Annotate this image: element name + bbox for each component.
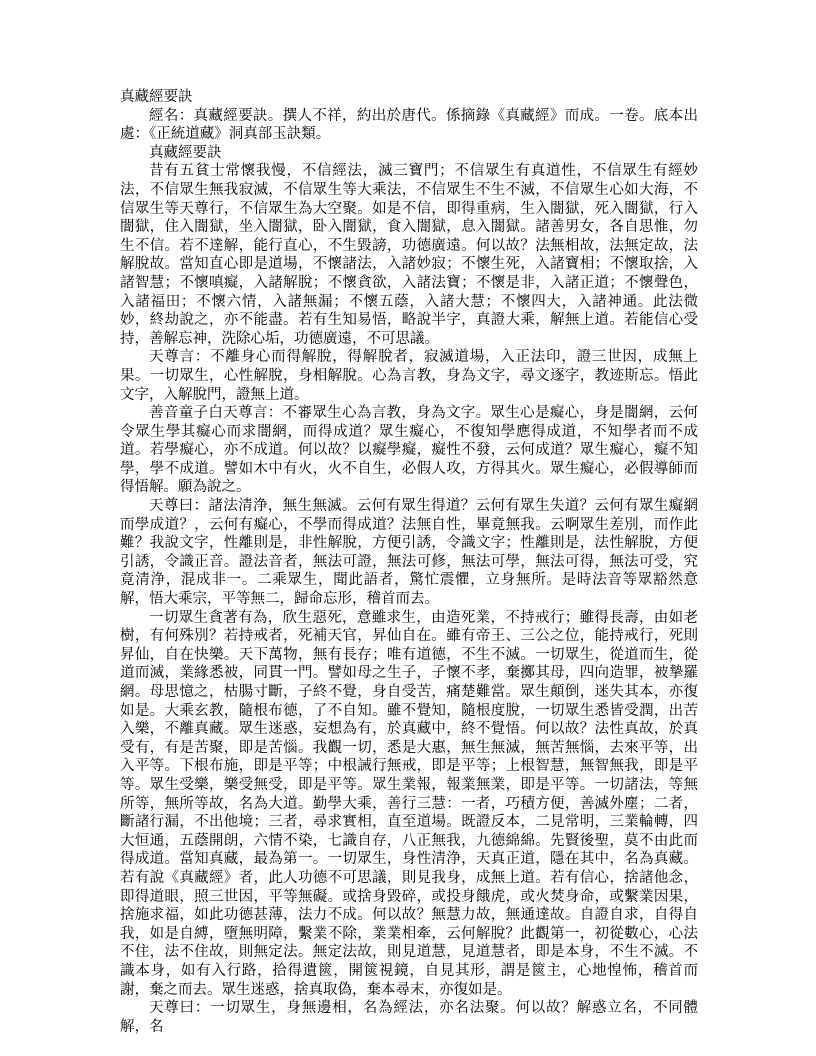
body-paragraph-4: 天尊曰：諸法清浄，無生無滅。云何有眾生得道？云何有眾生失道？云何有眾生癡網而學成道？，云何有癡心，不學而得成道？法無自性，畢竟無我。云啊眾生差別，而作此難？我說文字，性離則是，非性解脫，方便引誘，令識文字；性離則是，法性解脫，方便引誘，令識正音。證法音者，無法可證，無法可修，無法可學，無法可得，無法可受，究竟清浄，混成非一。二乘眾生，聞此語者，驚忙震懼，立身無所。是時法音等眾豁然意解，悟大乘宗，平等無二，歸命忘形，稽首而去。 xyxy=(120,498,698,608)
document-title: 真藏經要訣 xyxy=(120,89,193,105)
body-paragraph-1: 昔有五貧士常懷我慢，不信經法，滅三寶門；不信眾生有真道性，不信眾生有經妙法，不信眾生無我寂滅，不信眾生等大乘法，不信眾生不生不滅，不信眾生心如大海，不信眾生等天尊行，不信眾生為大空聚。如是不信，即得重病，生入闇獄，死入闇獄，行入闇獄，住入闇獄，坐入闇獄，卧入闇獄，食入闇獄，息入闇獄。諸善男女，各自思惟，勿生不信。若不達解，能行直心，不生毀謗，功德廣遠。何以故？法無相故，法無定故，法解脫故。當知直心即是道場，不懷諸法，入諸妙寂；不懷生死，入諸寶相；不懷取捨，入諸智慧；不懷嗔癡，入諸解脫；不懷貪欲，入諸法寶；不懷是非，入諸正道；不懷聲色，入諸福田；不懷六情，入諸無漏；不懷五蔭，入諸大慧；不懷四大，入諸神通。此法微妙，終劫說之，亦不能盡。若有生知易悟，略說半字，真證大乘，解無上道。若能信心受持，善解忘神，洗除心垢，功德廣遠，不可思議。 xyxy=(120,163,698,347)
document-page xyxy=(120,88,698,1036)
body-paragraph-6: 天尊曰：一切眾生，身無邊相，名為經法，亦名法聚。何以故？解惑立名，不同體解，名 xyxy=(120,1000,698,1035)
body-paragraph-2: 天尊言：不離身心而得解脫，得解脫者，寂滅道場，入正法印，證三世因，成無上果。一切眾生，心性解脫，身相解脫。心為言教，身為文字，尋文逐字，教迹斯忘。悟此文字，入解脫門，證無上道。 xyxy=(120,349,698,403)
body-paragraph-5: 一切眾生貪著有為，欣生惡死，意雖求生，由造死業，不持戒行；雖得長壽，由如老樹，有何殊別？若持戒者，死補天官，昇仙自在。雖有帝王、三公之位，能持戒行，死則昇仙，自在快樂。天下萬物，無有長存；唯有道德，不生不滅。一切眾生，從道而生，從道而滅，業緣悉被，同貫一門。譬如母之生子，子懷不孝，棄擲其母，四向造罪，被摯羅網。母思憶之，枯腸寸斷，子終不覺，身自受苦，痛楚難當。眾生顛倒，迷失其本，亦復如是。大乘玄教，隨根布德，了不自知。雖不覺知，隨根度脫，一切眾生悉皆受潤，出苦入樂，不離真藏。眾生迷惑，妄想為有，於真藏中，終不覺悟。何以故？法性真故，於真受有，有是苦聚，即是苦惱。我觀一切，悉是大惠，無生無滅，無苦無惱，去來平等，出入平等。下根布施，即是平等；中根誡行無戒，即是平等；上根智慧，無智無我，即是平等。眾生受樂，樂受無受，即是平等。眾生業報，報業無業，即是平等。一切諸法，等無所等，無所等故，名為大道。勤學大乘，善行三慧：一者，巧積方便，善滅外塵；二者，斷諸行漏，不出他境；三者，尋求實相，直至道場。既證反本，二見常明，三業輪轉，四大恒通，五蔭開朗，六情不染，七識自存，八正無我，九德綿綿。先賢後聖，莫不由此而得成道。當知真藏，最為第一。一切眾生，身性清浄，天真正道，隱在其中，名為真藏。若有說《真藏經》者，此人功德不可思議，則見我身，成無上道。若有信心，捨諸他念，即得道眼，照三世因，平等無礙。或捨身毀碎，或投身餓虎，或火焚身命，或繫業因果，捨施求福，如此功德甚薄，法力不成。何以故？無慧力故，無通達故。自證自求，自得自我，如是自縛，墮無明障，繫業不除，業業相牽，云何解脫？此觀第一，初從數心，心法不住，法不住故，則無定法。無定法故，則見道慧，見道慧者，即是本身，不生不滅。不識本身，如有入行路，拾得遺篋，開篋視鏡，自見其形，謂是篋主，心地惶怖，稽首而謝，棄之而去。眾生迷惑，捨真取偽，棄本尋末，亦復如是。 xyxy=(120,609,698,998)
section-heading: 真藏經要訣 xyxy=(149,144,222,161)
body-paragraph-3: 善音童子白天尊言：不審眾生心為言教，身為文字。眾生心是癡心，身是闇網，云何令眾生學其癡心而求闇網，而得成道？眾生癡心，不復知學應得成道，不知學者而不成道。若學癡心，亦不成道。何以故？以癡學癡，癡性不發，云何成道？眾生癡心，癡不知學，學不成道。譬如木中有火，火不自生，必假人攻，方得其火。眾生癡心，必假導師而得悟解。願為說之。 xyxy=(120,405,698,496)
colophon-paragraph: 經名：真藏經要訣。撰人不祥，約出於唐代。係摘錄《真藏經》而成。一卷。底本出處：《正統道藏》洞真部玉訣類。 xyxy=(120,107,698,143)
